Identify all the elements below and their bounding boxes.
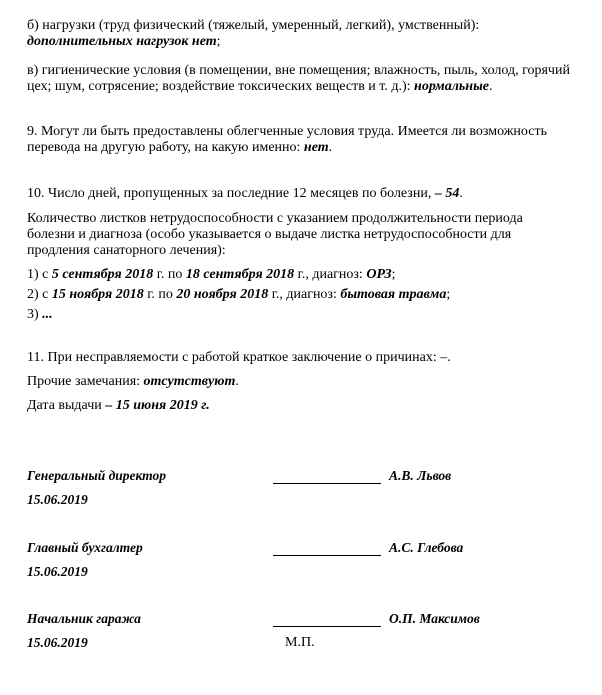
item-10-value: 54 xyxy=(445,186,460,201)
section-v-line2-row xyxy=(27,79,592,95)
item-9-line2-row xyxy=(27,140,592,156)
remarks-tail: . xyxy=(235,374,239,389)
signature-name-3: О.П. Максимов xyxy=(389,611,480,626)
item-9-line2: перевода на другую работу, на какую именно: xyxy=(27,140,301,155)
sick-leave-entry-2 xyxy=(27,287,592,303)
signature-name-1: А.В. Львов xyxy=(389,468,452,483)
entry-diagnosis-label: г., диагноз: xyxy=(271,287,337,302)
entry-diagnosis-label: г., диагноз: xyxy=(297,267,363,282)
section-v-tail: . xyxy=(489,79,493,94)
remarks-label: Прочие замечания: xyxy=(27,374,141,389)
stamp-label: М.П. xyxy=(285,635,315,650)
sick-leave-line3: продления санаторного лечения): xyxy=(27,243,226,258)
section-v xyxy=(27,63,592,95)
signature-line-2 xyxy=(273,555,381,556)
entry-ellipsis: ... xyxy=(42,307,53,322)
entry-diagnosis: бытовая травма xyxy=(340,287,447,302)
item-9-line1: 9. Могут ли быть предоставлены облегченные условия труда. Имеется ли возможность xyxy=(27,124,547,139)
item-9-tail: . xyxy=(328,140,333,155)
section-v-line2: цех; шум, сотрясение; воздействие токсических веществ и т. д.): xyxy=(27,79,411,94)
sick-leave-description xyxy=(27,211,592,259)
entry-end: ; xyxy=(391,267,396,282)
signature-position-3: Начальник гаража xyxy=(27,611,141,626)
entry-mid: г. по xyxy=(147,287,173,302)
entry-num: 3) xyxy=(27,307,39,322)
section-v-line1: в) гигиенические условия (в помещении, вне помещения; влажность, пыль, холод, горячий xyxy=(27,63,570,78)
signature-line-3 xyxy=(273,626,381,627)
sick-leave-entry-3 xyxy=(27,307,592,323)
issue-date xyxy=(27,398,592,414)
item-10-tail: . xyxy=(459,186,463,201)
item-9-value: нет xyxy=(303,140,329,155)
entry-from: 5 сентября 2018 xyxy=(51,267,154,282)
item-9 xyxy=(27,124,592,156)
entry-to: 18 сентября 2018 xyxy=(185,267,295,282)
section-b-value: дополнительных нагрузок нет xyxy=(27,34,217,49)
entry-diagnosis: ОРЗ xyxy=(366,267,392,282)
sick-leave-entry-1 xyxy=(27,267,592,283)
issue-date-dash: – xyxy=(105,398,113,413)
section-b-text: б) нагрузки (труд физический (тяжелый, умеренный, легкий), умственный): xyxy=(27,18,480,33)
item-10 xyxy=(27,186,592,202)
issue-date-label: Дата выдачи xyxy=(27,398,102,413)
sick-leave-line2: болезни и диагноза (особо указывается о выдаче листка нетрудоспособности для xyxy=(27,227,512,242)
signature-line-1 xyxy=(273,483,381,484)
signature-position-1: Генеральный директор xyxy=(27,468,167,483)
section-b-tail: ; xyxy=(216,34,221,49)
signature-name-2: А.С. Глебова xyxy=(389,540,464,555)
signature-position-2: Главный бухгалтер xyxy=(27,540,143,555)
sick-leave-line1: Количество листков нетрудоспособности с указанием продолжительности периода xyxy=(27,211,523,226)
section-b-line2 xyxy=(27,34,592,50)
signature-date-3: 15.06.2019 xyxy=(27,635,88,650)
entry-to: 20 ноября 2018 xyxy=(176,287,269,302)
item-11: 11. При несправляемости с работой краткое заключение о причинах: –. xyxy=(27,350,451,365)
section-v-value: нормальные xyxy=(414,79,489,94)
entry-num: 1) с xyxy=(27,267,49,282)
signature-date-2: 15.06.2019 xyxy=(27,564,88,579)
entry-num: 2) с xyxy=(27,287,49,302)
entry-end: ; xyxy=(446,287,451,302)
remarks xyxy=(27,374,592,390)
remarks-value: отсутствуют xyxy=(143,374,236,389)
section-b xyxy=(27,18,592,50)
item-10-dash: – xyxy=(434,186,442,201)
signature-date-1: 15.06.2019 xyxy=(27,492,88,507)
issue-date-value: 15 июня 2019 г. xyxy=(115,398,210,413)
entry-from: 15 ноября 2018 xyxy=(51,287,144,302)
entry-mid: г. по xyxy=(156,267,183,282)
item-10-text: 10. Число дней, пропущенных за последние 12 месяцев по болезни, xyxy=(27,186,432,201)
